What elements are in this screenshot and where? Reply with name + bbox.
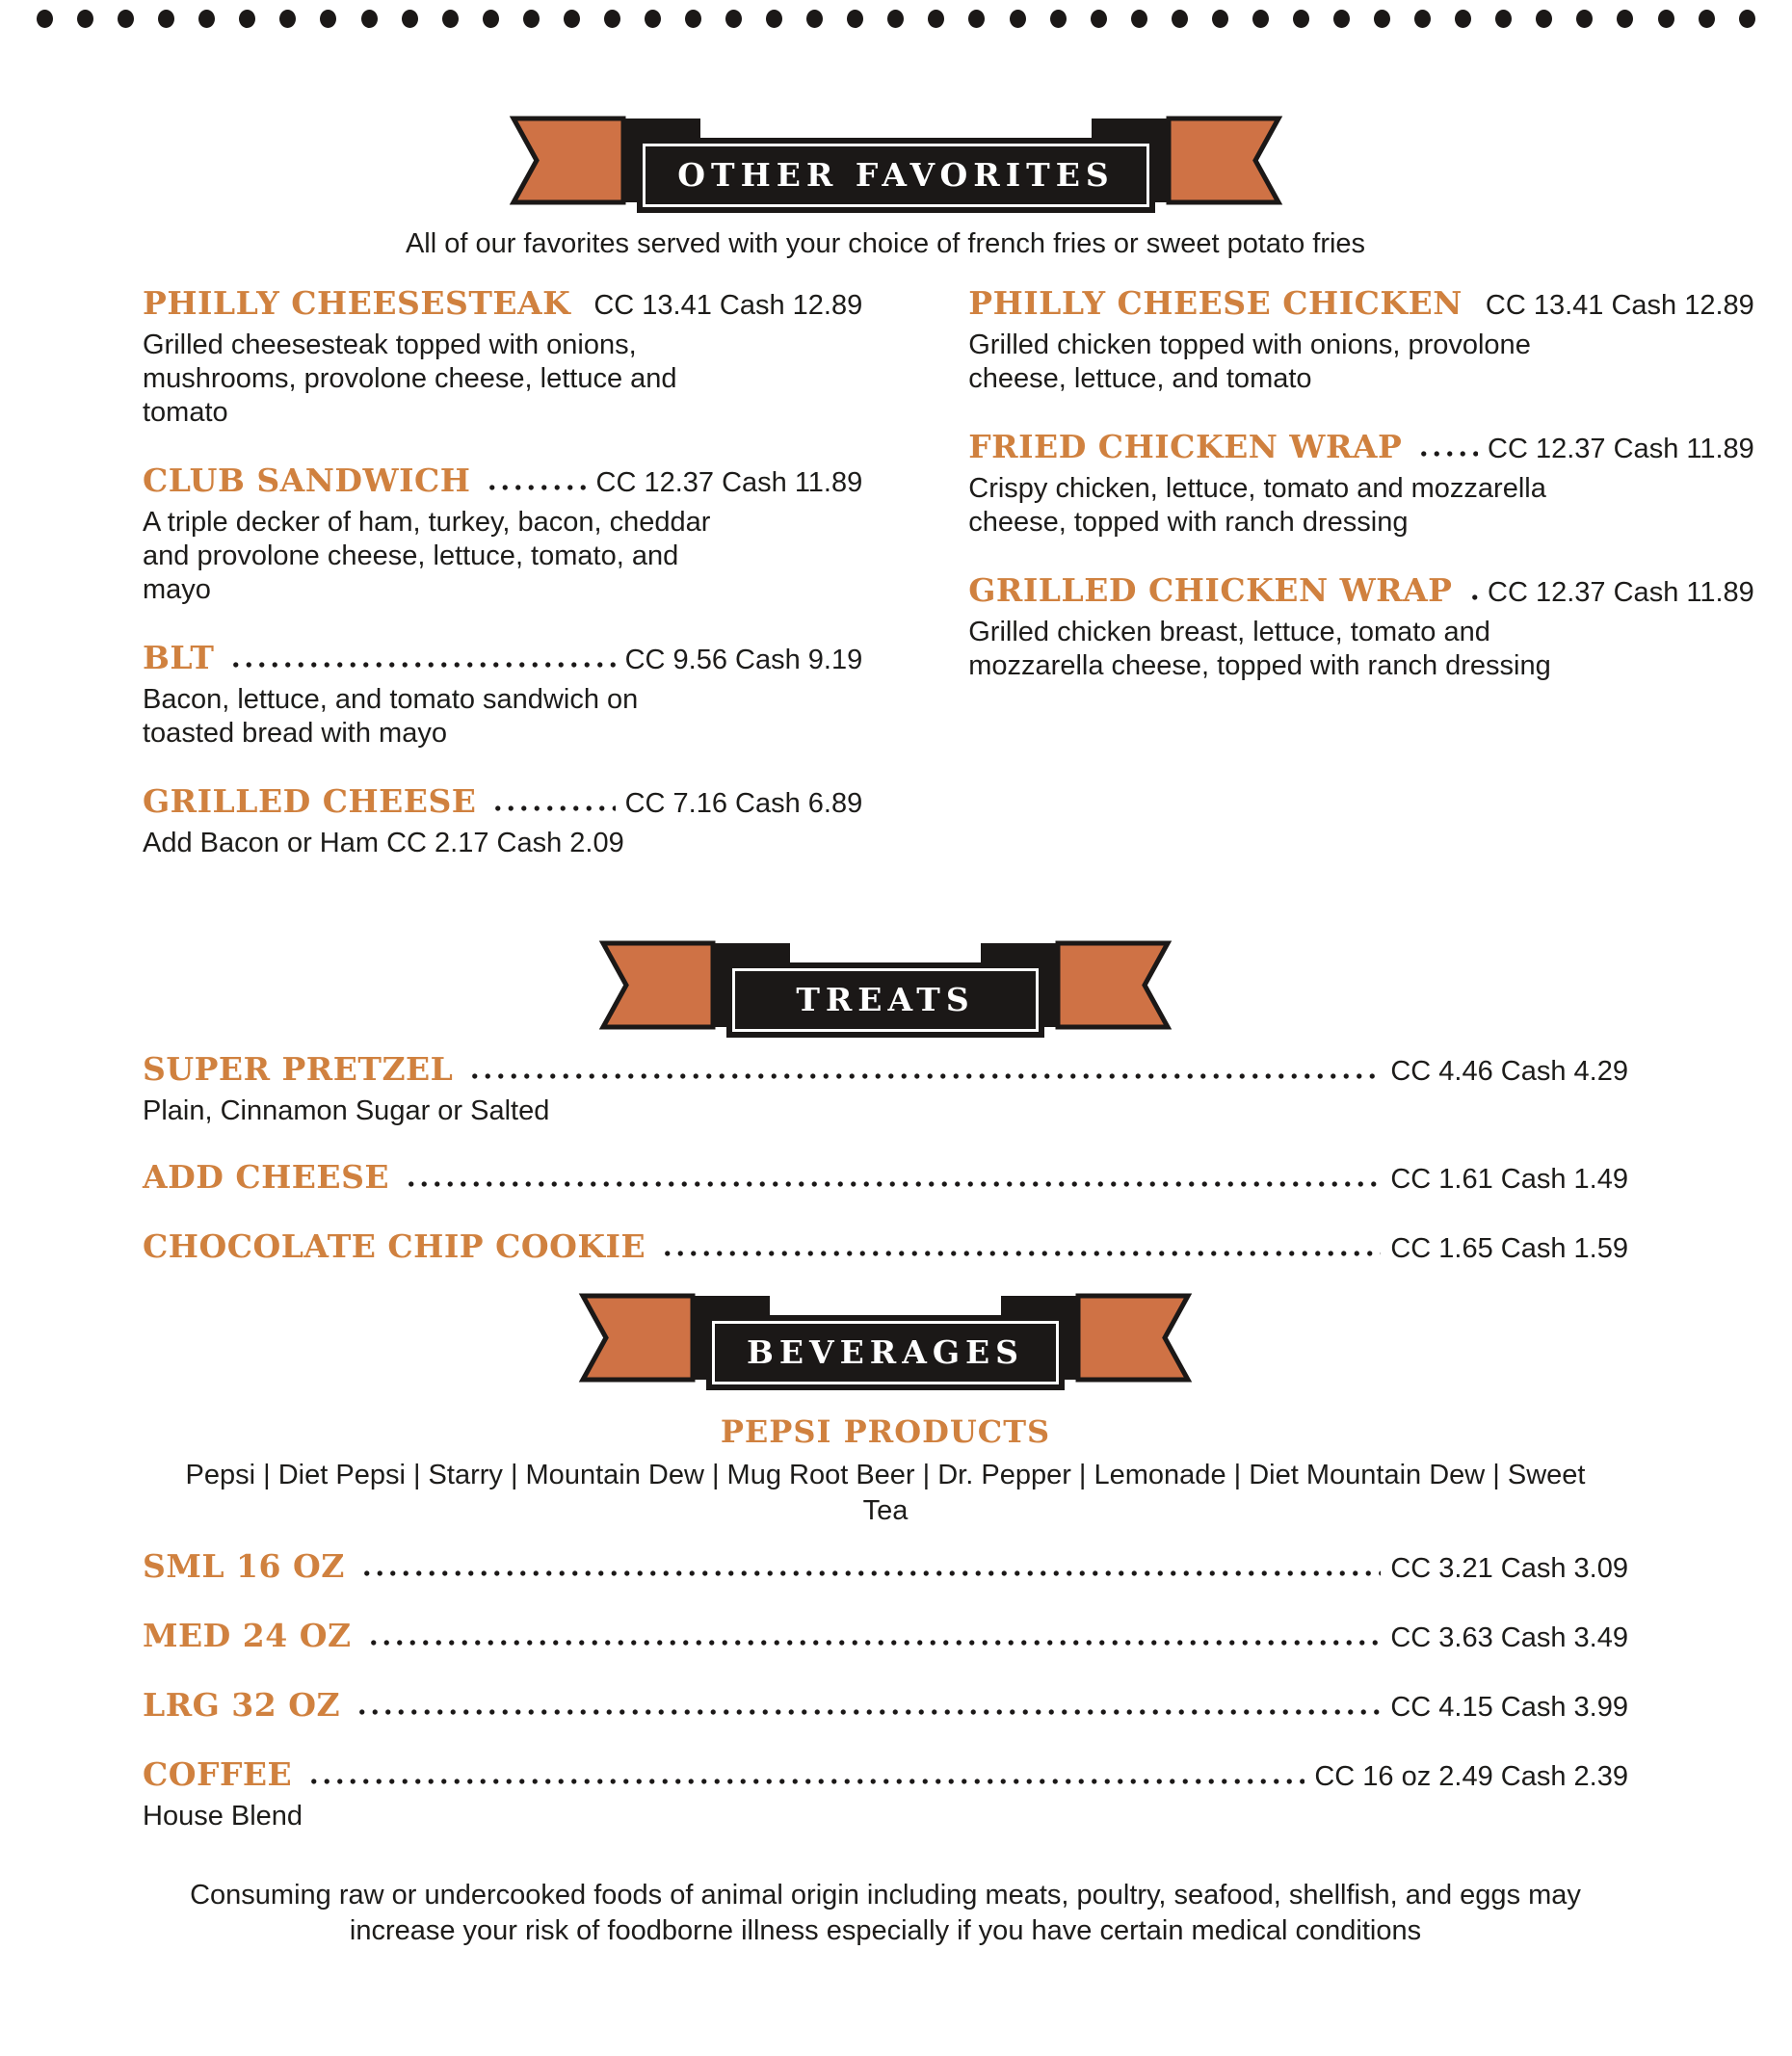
dot-icon bbox=[1293, 10, 1309, 28]
dot-icon bbox=[645, 10, 661, 28]
item-name: SML 16 OZ bbox=[143, 1547, 345, 1585]
item-description: Plain, Cinnamon Sugar or Salted bbox=[143, 1095, 550, 1126]
dot-icon bbox=[1212, 10, 1228, 28]
dotted-leader bbox=[489, 803, 615, 814]
item-name: CLUB SANDWICH bbox=[143, 461, 471, 499]
beverages-list bbox=[143, 1548, 1628, 1833]
banner-title: BEVERAGES bbox=[747, 1333, 1024, 1371]
left-column bbox=[143, 285, 862, 893]
dot-icon bbox=[279, 10, 296, 28]
dotted-leader bbox=[358, 1568, 1382, 1579]
dotted-leader bbox=[659, 1248, 1381, 1259]
dot-icon bbox=[442, 10, 459, 28]
item-description: House Blend bbox=[143, 1801, 303, 1832]
menu-item-row bbox=[968, 572, 1754, 611]
ribbon-banner bbox=[706, 1315, 1065, 1390]
dotted-leader bbox=[484, 482, 586, 493]
menu-item-row bbox=[143, 1159, 1628, 1198]
item-price: CC 3.21 Cash 3.09 bbox=[1390, 1553, 1628, 1584]
menu-item bbox=[968, 572, 1754, 683]
dot-icon bbox=[1172, 10, 1188, 28]
menu-item-row bbox=[968, 285, 1754, 324]
item-price: CC 7.16 Cash 6.89 bbox=[624, 788, 863, 819]
menu-item bbox=[143, 1228, 1628, 1267]
dot-icon bbox=[37, 10, 53, 28]
menu-item-row bbox=[143, 1687, 1628, 1726]
banner-box bbox=[637, 138, 1154, 213]
dot-icon bbox=[725, 10, 742, 28]
menu-item-row bbox=[143, 1051, 1628, 1090]
dot-icon bbox=[1699, 10, 1715, 28]
menu-item bbox=[143, 1756, 1628, 1833]
dot-icon bbox=[1010, 10, 1026, 28]
beverages-banner bbox=[143, 1315, 1628, 1390]
banner-title: TREATS bbox=[796, 981, 975, 1018]
menu-item-row bbox=[143, 285, 862, 324]
item-name: BLT bbox=[143, 639, 215, 676]
banner-box bbox=[706, 1315, 1065, 1390]
dot-icon bbox=[1414, 10, 1431, 28]
item-name: MED 24 OZ bbox=[143, 1617, 352, 1654]
dot-icon bbox=[685, 10, 701, 28]
dotted-leader bbox=[1415, 448, 1478, 460]
item-description: Crispy chicken, lettuce, tomato and mozzarella cheese, topped with ranch dressing bbox=[968, 473, 1546, 538]
menu-item-row bbox=[143, 1548, 1628, 1587]
menu-item-row bbox=[143, 1756, 1628, 1795]
menu-content bbox=[0, 228, 1792, 1949]
dots-border bbox=[37, 10, 1755, 28]
item-name: FRIED CHICKEN WRAP bbox=[968, 428, 1403, 465]
menu-item bbox=[143, 462, 862, 607]
dot-icon bbox=[1333, 10, 1350, 28]
dot-icon bbox=[483, 10, 499, 28]
menu-item bbox=[968, 429, 1754, 540]
item-description: Bacon, lettuce, and tomato sandwich on toasted bread with mayo bbox=[143, 684, 639, 749]
banner-box bbox=[726, 962, 1044, 1038]
pepsi-products-heading: PEPSI PRODUCTS bbox=[720, 1413, 1051, 1450]
dot-icon bbox=[1091, 10, 1107, 28]
item-price: CC 1.61 Cash 1.49 bbox=[1390, 1164, 1628, 1195]
dot-icon bbox=[564, 10, 580, 28]
dot-icon bbox=[198, 10, 215, 28]
menu-item bbox=[143, 1159, 1628, 1198]
item-name: COFFEE bbox=[143, 1755, 293, 1793]
dot-icon bbox=[1658, 10, 1674, 28]
menu-item-row bbox=[968, 429, 1754, 467]
dot-icon bbox=[77, 10, 93, 28]
dot-icon bbox=[806, 10, 823, 28]
dot-icon bbox=[604, 10, 620, 28]
ribbon-banner bbox=[637, 138, 1154, 213]
menu-item-row bbox=[143, 1228, 1628, 1267]
menu-item-row bbox=[143, 783, 862, 822]
menu-item bbox=[143, 1548, 1628, 1587]
other-favorites-columns bbox=[143, 284, 1754, 893]
dot-icon bbox=[1617, 10, 1633, 28]
dot-icon bbox=[361, 10, 378, 28]
item-price: CC 13.41 Cash 12.89 bbox=[1485, 290, 1754, 321]
menu-item bbox=[143, 1687, 1628, 1726]
dot-icon bbox=[523, 10, 540, 28]
dot-icon bbox=[1374, 10, 1390, 28]
dot-icon bbox=[158, 10, 174, 28]
item-price: CC 13.41 Cash 12.89 bbox=[593, 290, 863, 321]
other-favorites-banner bbox=[0, 138, 1792, 213]
item-name: PHILLY CHEESE CHICKEN bbox=[968, 284, 1463, 322]
banner-title: OTHER FAVORITES bbox=[677, 156, 1115, 194]
item-price: CC 9.56 Cash 9.19 bbox=[624, 645, 863, 675]
menu-item bbox=[143, 285, 862, 430]
dot-icon bbox=[1739, 10, 1755, 28]
dot-icon bbox=[1536, 10, 1552, 28]
dot-icon bbox=[320, 10, 336, 28]
dotted-leader bbox=[1466, 592, 1479, 603]
disclaimer: Consuming raw or undercooked foods of animal origin including meats, poultry, seafood, shellfish, and eggs may increase your risk of foodborne illness especially if you have certain medical conditions bbox=[190, 1880, 1581, 1946]
dotted-leader bbox=[305, 1776, 1304, 1787]
item-name: PHILLY CHEESESTEAK bbox=[143, 284, 571, 322]
dot-icon bbox=[968, 10, 985, 28]
dot-icon bbox=[1252, 10, 1269, 28]
item-description: Add Bacon or Ham CC 2.17 Cash 2.09 bbox=[143, 828, 624, 858]
dotted-leader bbox=[365, 1637, 1382, 1648]
ribbon-banner bbox=[726, 962, 1044, 1038]
item-name: SUPER PRETZEL bbox=[143, 1050, 454, 1088]
item-price: CC 12.37 Cash 11.89 bbox=[1488, 434, 1754, 464]
item-description: A triple decker of ham, turkey, bacon, cheddar and provolone cheese, lettuce, tomato, and mayo bbox=[143, 507, 711, 605]
dot-icon bbox=[928, 10, 944, 28]
dot-icon bbox=[887, 10, 904, 28]
menu-item bbox=[143, 1618, 1628, 1656]
treats-banner bbox=[143, 962, 1628, 1038]
item-price: CC 1.65 Cash 1.59 bbox=[1390, 1233, 1628, 1264]
section-subtitle: All of our favorites served with your choice of french fries or sweet potato fries bbox=[405, 228, 1366, 259]
dot-icon bbox=[1131, 10, 1147, 28]
item-description: Grilled chicken breast, lettuce, tomato and mozzarella cheese, topped with ranch dressing bbox=[968, 617, 1551, 681]
item-price: CC 12.37 Cash 11.89 bbox=[1488, 577, 1754, 608]
item-name: LRG 32 OZ bbox=[143, 1686, 341, 1724]
item-description: Grilled chicken topped with onions, provolone cheese, lettuce, and tomato bbox=[968, 329, 1531, 394]
menu-item bbox=[143, 783, 862, 860]
menu-item-row bbox=[143, 640, 862, 678]
item-name: ADD CHEESE bbox=[143, 1158, 390, 1196]
item-price: CC 12.37 Cash 11.89 bbox=[595, 467, 863, 498]
dotted-leader bbox=[227, 659, 615, 671]
menu-item-row bbox=[143, 1618, 1628, 1656]
dot-icon bbox=[402, 10, 418, 28]
item-price: CC 3.63 Cash 3.49 bbox=[1390, 1622, 1628, 1653]
item-name: CHOCOLATE CHIP COOKIE bbox=[143, 1227, 646, 1265]
dot-icon bbox=[118, 10, 134, 28]
item-description: Grilled cheesesteak topped with onions, mushrooms, provolone cheese, lettuce and tomato bbox=[143, 329, 677, 428]
menu-item bbox=[143, 640, 862, 751]
dot-icon bbox=[1050, 10, 1067, 28]
right-column bbox=[968, 285, 1754, 893]
item-price: CC 4.15 Cash 3.99 bbox=[1390, 1692, 1628, 1723]
treats-list bbox=[143, 1051, 1628, 1267]
menu-item bbox=[143, 1051, 1628, 1128]
item-price: CC 4.46 Cash 4.29 bbox=[1390, 1056, 1628, 1087]
pepsi-flavors-list: Pepsi | Diet Pepsi | Starry | Mountain Dew | Mug Root Beer | Dr. Pepper | Lemonade | Diet Mountain Dew | Sweet Tea bbox=[185, 1460, 1586, 1526]
menu-item bbox=[968, 285, 1754, 396]
dotted-leader bbox=[466, 1070, 1381, 1082]
item-name: GRILLED CHICKEN WRAP bbox=[968, 571, 1453, 609]
dotted-leader bbox=[403, 1178, 1381, 1190]
item-price: CC 16 oz 2.49 Cash 2.39 bbox=[1314, 1761, 1628, 1792]
dot-icon bbox=[1455, 10, 1471, 28]
dot-icon bbox=[1576, 10, 1593, 28]
dotted-leader bbox=[354, 1706, 1381, 1718]
menu-item-row bbox=[143, 462, 862, 501]
dot-icon bbox=[766, 10, 782, 28]
dot-icon bbox=[847, 10, 863, 28]
dot-icon bbox=[1495, 10, 1512, 28]
item-name: GRILLED CHEESE bbox=[143, 782, 477, 820]
dot-icon bbox=[239, 10, 255, 28]
